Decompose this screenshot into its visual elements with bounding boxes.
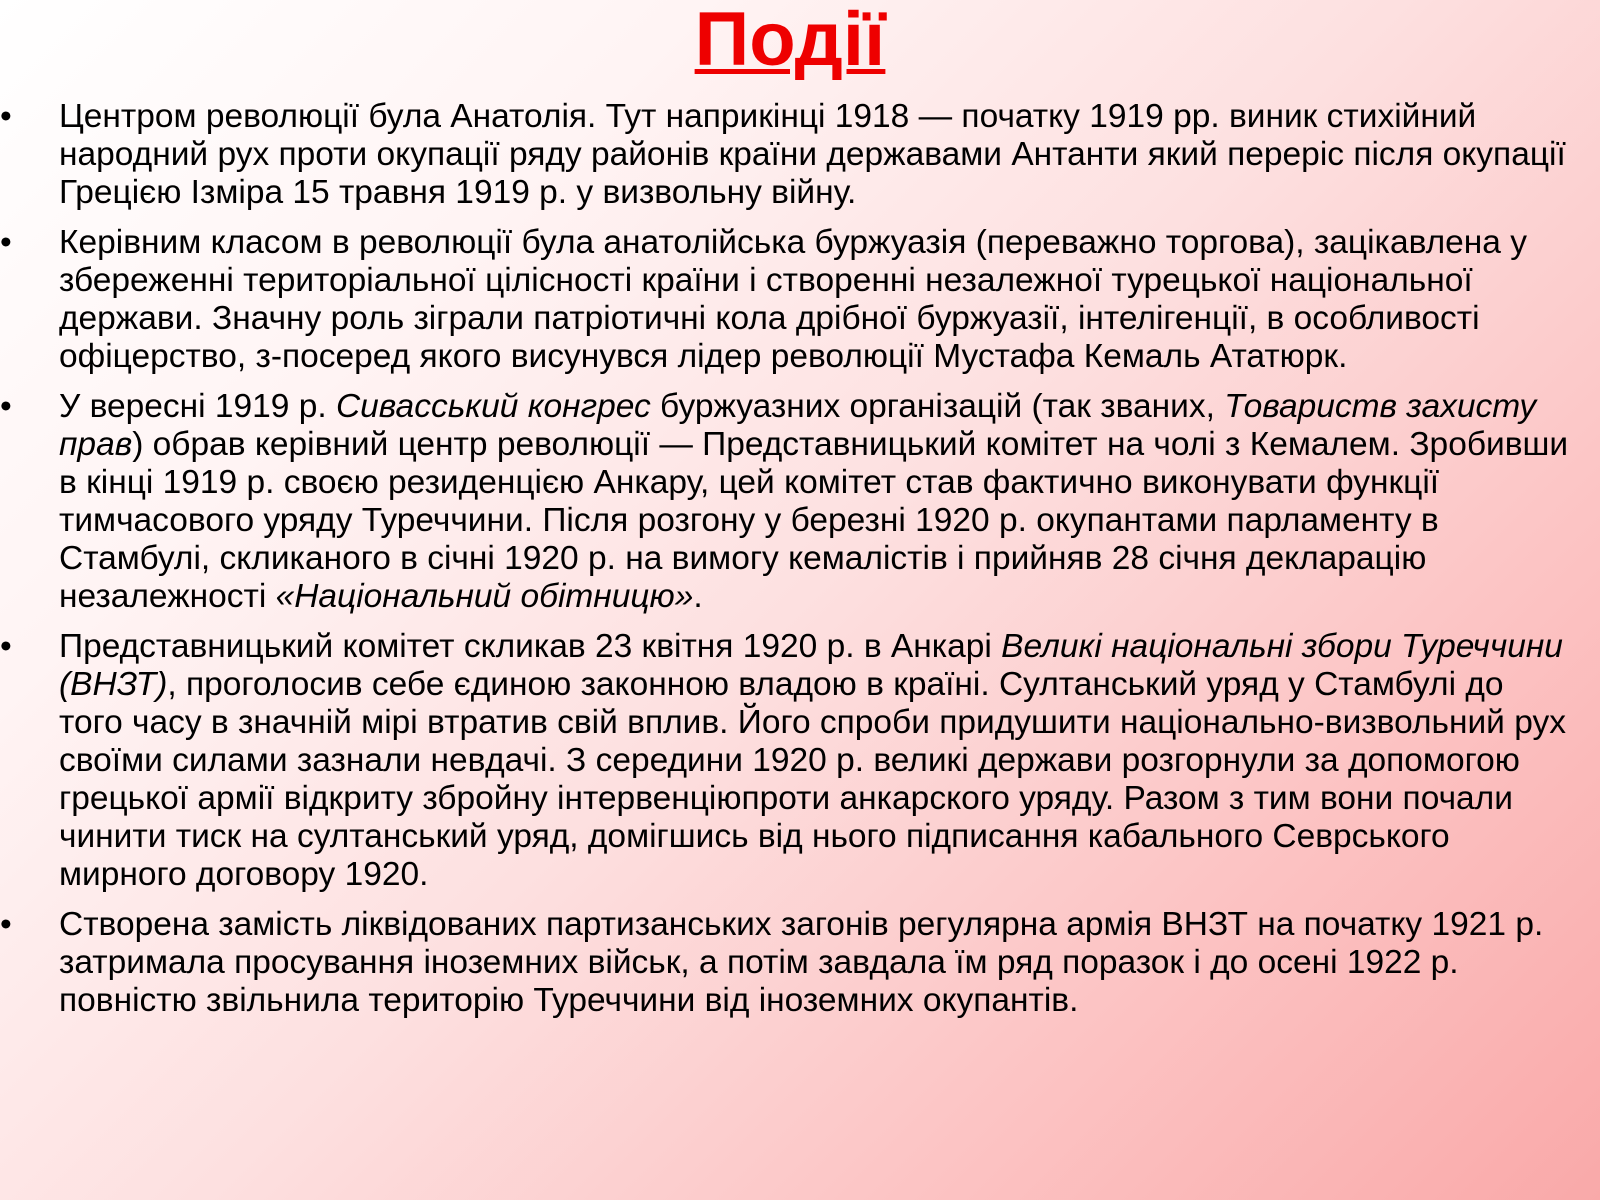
bullet-text bbox=[59, 906, 1543, 1019]
bullet-text bbox=[59, 628, 1566, 893]
bullet-item bbox=[0, 98, 1600, 212]
bullet-text bbox=[59, 388, 1568, 615]
bullet-list bbox=[0, 98, 1600, 1032]
text-segment: ) обрав керівний центр революції — Представницький комітет на чолі з Кемалем. Зробивши в кінці 1919 р. своєю резиденцією Анкару, цей комітет став фактично виконувати функції тимчасового уряду Туреччини. Після розгону у березні 1920 р. окупантами парламенту в Стамбулі, скликаного в січні 1920 р. на вимогу кемалістів і прийняв 28 січня декларацію незалежності bbox=[59, 426, 1569, 615]
bullet-marker: • bbox=[0, 388, 12, 425]
bullet-marker: • bbox=[0, 98, 12, 135]
italic-term: «Національний обітницю» bbox=[275, 578, 694, 615]
bullet-item bbox=[0, 906, 1600, 1020]
bullet-text bbox=[59, 98, 1566, 211]
bullet-item bbox=[0, 388, 1600, 616]
text-segment: Представницький комітет скликав 23 квітня 1920 р. в Анкарі bbox=[59, 628, 1002, 665]
text-segment: . bbox=[693, 578, 703, 615]
bullet-marker: • bbox=[0, 628, 12, 665]
text-segment: , проголосив себе єдиною законною владою в країні. Султанський уряд у Стамбулі до того часу в значній мірі втратив свій вплив. Його спроби придушити національно-визвольний рух своїми силами зазнали невдачі. З середини 1920 р. великі держави розгорнули за допомогою грецької армії відкриту збройну інтервенціюпроти анкарского уряду. Разом з тим вони почали чинити тиск на султанський уряд, домігшись від нього підписання кабального Севрського мирного договору 1920. bbox=[59, 666, 1566, 893]
italic-term: Сивасський конгрес bbox=[335, 388, 651, 425]
italic-term: Великі національні збори Туреччини (ВНЗТ) bbox=[59, 628, 1563, 703]
italic-term: Товариств захисту прав bbox=[59, 388, 1537, 463]
bullet-item bbox=[0, 628, 1600, 894]
text-segment: Керівним класом в революції була анатолійська буржуазія (переважно торгова), зацікавлена у збереженні територіальної цілісності країни і створенні незалежної турецької національної держави. Значну роль зіграли патріотичні кола дрібної буржуазії, інтелігенції, в особливості офіцерство, з-посеред якого висунувся лідер революції Мустафа Кемаль Ататюрк. bbox=[59, 224, 1527, 375]
bullet-text bbox=[59, 224, 1527, 375]
bullet-marker: • bbox=[0, 224, 12, 261]
text-segment: буржуазних організацій (так званих, bbox=[650, 388, 1225, 425]
bullet-item bbox=[0, 224, 1600, 376]
text-segment: Центром революції була Анатолія. Тут наприкінці 1918 — початку 1919 рр. виник стихійний народний рух проти окупації ряду районів країни державами Антанти який переріс після окупації Грецією Ізміра 15 травня 1919 р. у визвольну війну. bbox=[59, 98, 1566, 211]
text-segment: У вересні 1919 р. bbox=[59, 388, 336, 425]
text-segment: Створена замість ліквідованих партизанських загонів регулярна армія ВНЗТ на початку 1921 р. затримала просування іноземних військ, а потім завдала їм ряд поразок і до осені 1922 р. повністю звільнила територію Туреччини від іноземних окупантів. bbox=[59, 906, 1544, 1019]
bullet-marker: • bbox=[0, 906, 12, 943]
slide-title: Події bbox=[694, 0, 886, 82]
